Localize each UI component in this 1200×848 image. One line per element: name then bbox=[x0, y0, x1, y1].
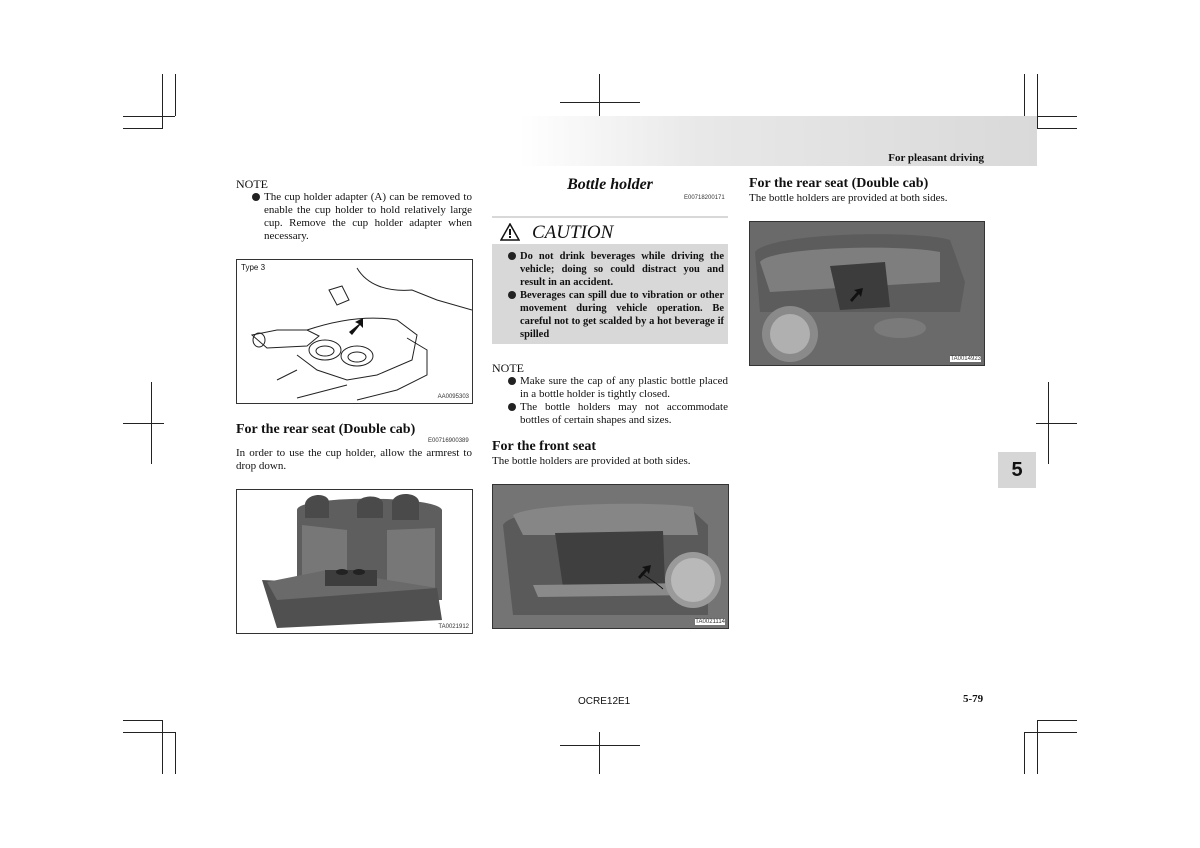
list-item: Make sure the cap of any plastic bottle placed in a bottle holder is tightly closed. bbox=[492, 375, 728, 401]
caution-box bbox=[492, 216, 728, 344]
rear-seat-illustration bbox=[237, 490, 472, 633]
figure-rear-seat bbox=[236, 489, 473, 634]
warning-triangle-icon bbox=[500, 223, 520, 241]
figure-cup-holder bbox=[236, 259, 473, 404]
caution-header bbox=[492, 218, 728, 246]
list-item: The bottle holders may not accommodate bottles of certain shapes and sizes. bbox=[492, 401, 728, 427]
rear-seat-text: In order to use the cup holder, allow the armrest to drop down. bbox=[236, 447, 472, 472]
note-heading: NOTE bbox=[492, 361, 524, 375]
bullet-icon bbox=[508, 291, 516, 299]
figure-code: TA0021912 bbox=[438, 624, 469, 630]
bullet-icon bbox=[252, 193, 260, 201]
list-item: Beverages can spill due to vibration or other movement during vehicle operation. Be careful not to get scalded by a hot beverage if spilled bbox=[492, 289, 724, 341]
caution-heading: CAUTION bbox=[532, 222, 614, 243]
bullet-icon bbox=[508, 377, 516, 385]
section-code: E00716900389 bbox=[428, 438, 469, 444]
cup-holder-illustration bbox=[237, 260, 472, 403]
figure-code: AA0095303 bbox=[437, 394, 469, 400]
figure-front-door bbox=[492, 484, 729, 629]
front-door-illustration bbox=[493, 485, 728, 628]
figure-code: TA0014923 bbox=[950, 356, 981, 362]
right-rear-seat-text: The bottle holders are provided at both sides. bbox=[749, 192, 948, 204]
page-number: 5-79 bbox=[963, 693, 984, 705]
rear-seat-heading: For the rear seat (Double cab) bbox=[236, 422, 416, 437]
section-title: For pleasant driving bbox=[888, 152, 984, 164]
doc-code: OCRE12E1 bbox=[578, 696, 631, 707]
note-heading: NOTE bbox=[236, 177, 268, 191]
note-list bbox=[236, 191, 472, 243]
front-seat-heading: For the front seat bbox=[492, 439, 597, 454]
page-title: Bottle holder bbox=[567, 176, 653, 193]
caution-list bbox=[492, 250, 724, 341]
figure-rear-door bbox=[749, 221, 985, 366]
list-item: Do not drink beverages while driving the vehicle; doing so could distract you and result in an accident. bbox=[492, 250, 724, 289]
front-seat-text: The bottle holders are provided at both sides. bbox=[492, 455, 691, 467]
section-code: E00718200171 bbox=[684, 195, 725, 201]
rear-door-illustration bbox=[750, 222, 984, 365]
figure-label: Type 3 bbox=[241, 263, 266, 272]
list-item: The cup holder adapter (A) can be removed to enable the cup holder to hold relatively large cup. Remove the cup holder adapter when necessary. bbox=[236, 191, 472, 243]
note-list bbox=[492, 375, 728, 427]
figure-code: TA0021114 bbox=[695, 619, 725, 625]
right-rear-seat-heading: For the rear seat (Double cab) bbox=[749, 176, 929, 191]
bullet-icon bbox=[508, 403, 516, 411]
bullet-icon bbox=[508, 252, 516, 260]
chapter-tab: 5 bbox=[998, 452, 1036, 488]
